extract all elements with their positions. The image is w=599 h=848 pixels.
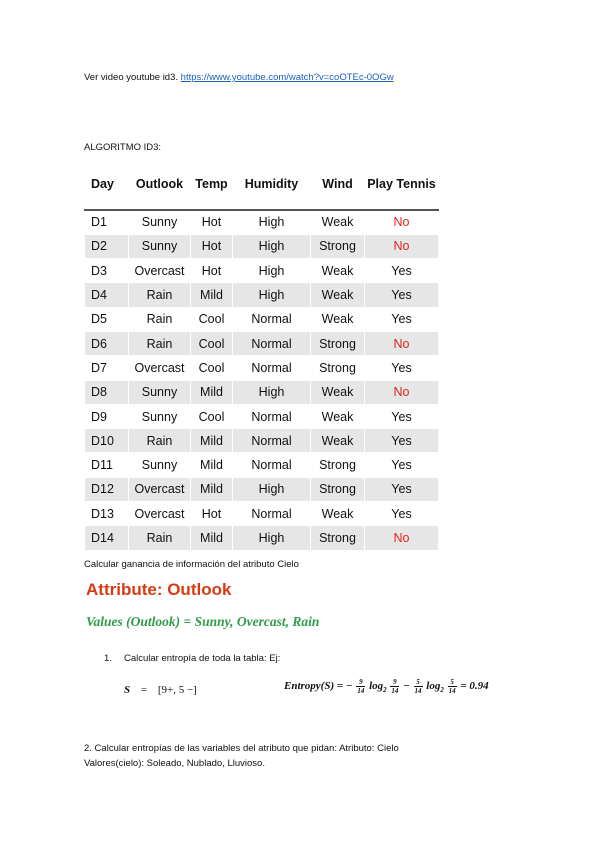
table-row — [85, 477, 439, 501]
cell-humidity: Normal — [233, 429, 311, 453]
algorithm-heading: ALGORITMO ID3: — [84, 142, 162, 153]
cell-humidity: High — [233, 259, 311, 283]
cell-play-tennis: No — [365, 331, 439, 355]
numerator: 9 — [356, 678, 365, 687]
cell-outlook: Sunny — [129, 210, 191, 234]
cell-temp: Mild — [191, 453, 233, 477]
cell-temp: Mild — [191, 477, 233, 501]
cell-outlook: Sunny — [129, 234, 191, 258]
cell-temp: Cool — [191, 307, 233, 331]
cell-day: D12 — [85, 477, 129, 501]
header-day: Day — [85, 159, 129, 211]
cell-play-tennis: Yes — [365, 404, 439, 428]
cell-wind: Strong — [311, 331, 365, 355]
s-symbol: S — [124, 684, 131, 696]
cell-outlook: Overcast — [129, 259, 191, 283]
cell-temp: Hot — [191, 234, 233, 258]
cell-play-tennis: Yes — [365, 502, 439, 526]
header-humidity: Humidity — [233, 159, 311, 211]
cell-humidity: High — [233, 380, 311, 404]
values-line: Values (Outlook) = Sunny, Overcast, Rain — [86, 614, 320, 629]
cell-temp: Cool — [191, 356, 233, 380]
cell-temp: Hot — [191, 210, 233, 234]
cell-wind: Strong — [311, 526, 365, 550]
cell-temp: Hot — [191, 259, 233, 283]
header-temp: Temp — [191, 159, 233, 211]
cell-temp: Hot — [191, 502, 233, 526]
denominator: 14 — [448, 687, 456, 695]
denominator: 14 — [357, 687, 365, 695]
cell-temp: Mild — [191, 429, 233, 453]
header-outlook: Outlook — [129, 159, 191, 211]
cell-play-tennis: No — [365, 526, 439, 550]
cell-day: D4 — [85, 283, 129, 307]
log-term: log — [426, 680, 441, 693]
cell-wind: Strong — [311, 356, 365, 380]
cell-play-tennis: Yes — [365, 259, 439, 283]
intro-line — [84, 72, 394, 84]
step1-text: Calcular entropía de toda la tabla: Ej: — [124, 653, 281, 664]
cell-humidity: Normal — [233, 502, 311, 526]
cell-humidity: Normal — [233, 453, 311, 477]
numerator: 5 — [448, 678, 457, 687]
cell-day: D5 — [85, 307, 129, 331]
cell-humidity: Normal — [233, 404, 311, 428]
cell-temp: Cool — [191, 404, 233, 428]
cell-humidity: High — [233, 234, 311, 258]
cell-play-tennis: Yes — [365, 453, 439, 477]
cell-outlook: Rain — [129, 283, 191, 307]
cell-play-tennis: Yes — [365, 356, 439, 380]
cell-day: D14 — [85, 526, 129, 550]
cell-day: D3 — [85, 259, 129, 283]
table-row — [85, 234, 439, 258]
cell-outlook: Overcast — [129, 477, 191, 501]
log-term: log — [369, 680, 384, 693]
cell-humidity: High — [233, 210, 311, 234]
fraction-9-14 — [356, 678, 365, 695]
denominator: 14 — [414, 687, 422, 695]
cell-play-tennis: No — [365, 380, 439, 404]
table-header-row — [85, 159, 439, 211]
cell-play-tennis: No — [365, 234, 439, 258]
table-body — [85, 210, 439, 550]
cell-day: D6 — [85, 331, 129, 355]
cell-day: D10 — [85, 429, 129, 453]
cell-wind: Weak — [311, 502, 365, 526]
id3-table — [84, 158, 439, 551]
intro-label: Ver video youtube id3. — [84, 72, 179, 83]
log-base: 2 — [440, 686, 444, 695]
cell-humidity: High — [233, 526, 311, 550]
youtube-link[interactable]: https://www.youtube.com/watch?v=coOTEc-0OGw — [180, 72, 394, 83]
attribute-title: Attribute: Outlook — [86, 580, 232, 599]
table-row — [85, 380, 439, 404]
cell-wind: Weak — [311, 404, 365, 428]
fraction-5-14-arg — [448, 678, 457, 695]
cell-humidity: High — [233, 283, 311, 307]
cell-day: D11 — [85, 453, 129, 477]
cell-wind: Weak — [311, 307, 365, 331]
table-row — [85, 259, 439, 283]
table-row — [85, 404, 439, 428]
header-wind: Wind — [311, 159, 365, 211]
cell-wind: Strong — [311, 477, 365, 501]
sample-set-formula — [124, 684, 197, 696]
cell-outlook: Sunny — [129, 404, 191, 428]
cell-outlook: Rain — [129, 307, 191, 331]
cell-day: D13 — [85, 502, 129, 526]
cell-outlook: Overcast — [129, 356, 191, 380]
cell-play-tennis: Yes — [365, 283, 439, 307]
entropy-formula — [284, 678, 489, 695]
cell-day: D7 — [85, 356, 129, 380]
header-play-tennis: Play Tennis — [365, 159, 439, 211]
numerator: 9 — [390, 678, 399, 687]
step2-line1: 2. Calcular entropías de las variables del atributo que pidan: Atributo: Cielo — [84, 743, 399, 754]
s-counts: [9+, 5 −] — [157, 684, 197, 696]
cell-play-tennis: Yes — [365, 429, 439, 453]
cell-day: D2 — [85, 234, 129, 258]
entropy-lhs: Entropy(S) = − — [284, 680, 353, 693]
cell-play-tennis: No — [365, 210, 439, 234]
cell-day: D8 — [85, 380, 129, 404]
cell-wind: Weak — [311, 380, 365, 404]
cell-wind: Weak — [311, 283, 365, 307]
cell-humidity: Normal — [233, 331, 311, 355]
step2-line2: Valores(cielo): Soleado, Nublado, Lluvioso. — [84, 758, 265, 769]
table-row — [85, 453, 439, 477]
s-equals: = — [140, 684, 148, 696]
cell-wind: Strong — [311, 234, 365, 258]
table-row — [85, 283, 439, 307]
entropy-result: = 0.94 — [460, 680, 489, 693]
cell-outlook: Rain — [129, 429, 191, 453]
cell-humidity: Normal — [233, 307, 311, 331]
cell-humidity: High — [233, 477, 311, 501]
fraction-5-14 — [414, 678, 423, 695]
cell-wind: Weak — [311, 210, 365, 234]
denominator: 14 — [391, 687, 399, 695]
numerator: 5 — [414, 678, 423, 687]
step1-number: 1. — [104, 653, 112, 664]
table-row — [85, 526, 439, 550]
cell-play-tennis: Yes — [365, 477, 439, 501]
cell-play-tennis: Yes — [365, 307, 439, 331]
cell-outlook: Rain — [129, 331, 191, 355]
gain-caption: Calcular ganancia de información del atributo Cielo — [84, 559, 299, 570]
table-row — [85, 307, 439, 331]
cell-temp: Mild — [191, 283, 233, 307]
cell-temp: Cool — [191, 331, 233, 355]
minus-sign: − — [403, 680, 413, 693]
cell-outlook: Sunny — [129, 453, 191, 477]
table-row — [85, 429, 439, 453]
cell-humidity: Normal — [233, 356, 311, 380]
cell-wind: Weak — [311, 429, 365, 453]
cell-temp: Mild — [191, 526, 233, 550]
cell-wind: Strong — [311, 453, 365, 477]
cell-outlook: Sunny — [129, 380, 191, 404]
table-row — [85, 502, 439, 526]
fraction-9-14-arg — [390, 678, 399, 695]
cell-day: D9 — [85, 404, 129, 428]
log-base: 2 — [383, 686, 387, 695]
cell-temp: Mild — [191, 380, 233, 404]
table-row — [85, 356, 439, 380]
cell-outlook: Rain — [129, 526, 191, 550]
cell-outlook: Overcast — [129, 502, 191, 526]
table-row — [85, 331, 439, 355]
table-row — [85, 210, 439, 234]
cell-wind: Weak — [311, 259, 365, 283]
cell-day: D1 — [85, 210, 129, 234]
